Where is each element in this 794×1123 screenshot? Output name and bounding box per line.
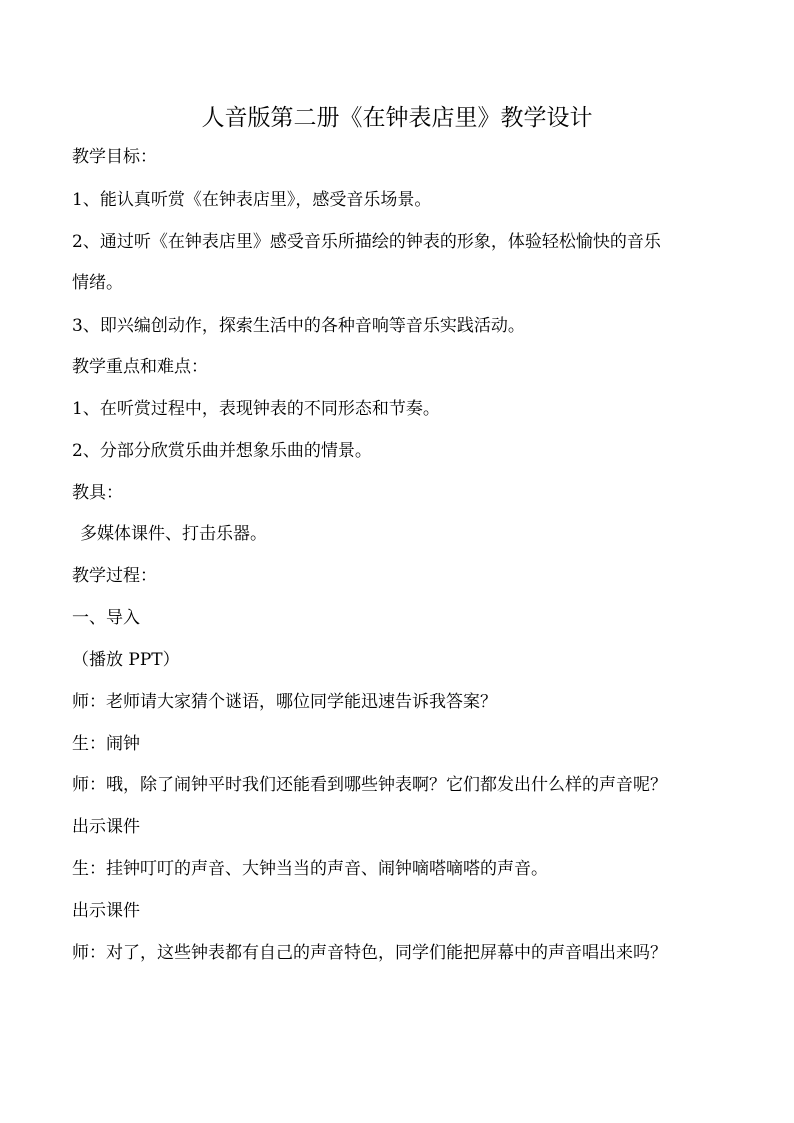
- goal-item-3: 3、即兴编创动作，探索生活中的各种音响等音乐实践活动。: [72, 316, 525, 336]
- document-title: 人音版第二册《在钟表店里》教学设计: [201, 105, 593, 131]
- goal-item-1: 1、能认真听赏《在钟表店里》，感受音乐场景。: [72, 190, 432, 210]
- student-line-1: 生：闹钟: [72, 734, 140, 754]
- show-slides-2: 出示课件: [72, 901, 140, 921]
- student-line-2: 生：挂钟叮叮的声音、大钟当当的声音、闹钟嘀嗒嘀嗒的声音。: [72, 859, 548, 879]
- heading-key-points: 教学重点和难点：: [72, 357, 208, 377]
- teacher-line-1: 师：老师请大家猜个谜语，哪位同学能迅速告诉我答案？: [72, 692, 497, 712]
- teaching-aids-text: 多媒体课件、打击乐器。: [80, 524, 267, 544]
- teacher-line-2: 师：哦，除了闹钟平时我们还能看到哪些钟表啊？它们都发出什么样的声音呢？: [72, 775, 667, 795]
- section-introduction: 一、导入: [72, 608, 140, 628]
- goal-item-2-continued: 情绪。: [72, 273, 123, 293]
- stage-direction-ppt: （播放 PPT）: [72, 650, 180, 670]
- show-slides-1: 出示课件: [72, 817, 140, 837]
- goal-item-2: 2、通过听《在钟表店里》感受音乐所描绘的钟表的形象，体验轻松愉快的音乐: [72, 232, 661, 252]
- key-point-1: 1、在听赏过程中，表现钟表的不同形态和节奏。: [72, 399, 440, 419]
- key-point-2: 2、分部分欣赏乐曲并想象乐曲的情景。: [72, 441, 372, 461]
- teacher-line-3: 师：对了，这些钟表都有自己的声音特色，同学们能把屏幕中的声音唱出来吗？: [72, 943, 667, 963]
- heading-teaching-process: 教学过程：: [72, 566, 157, 586]
- heading-teaching-goals: 教学目标：: [72, 147, 157, 167]
- heading-teaching-aids: 教具：: [72, 483, 123, 503]
